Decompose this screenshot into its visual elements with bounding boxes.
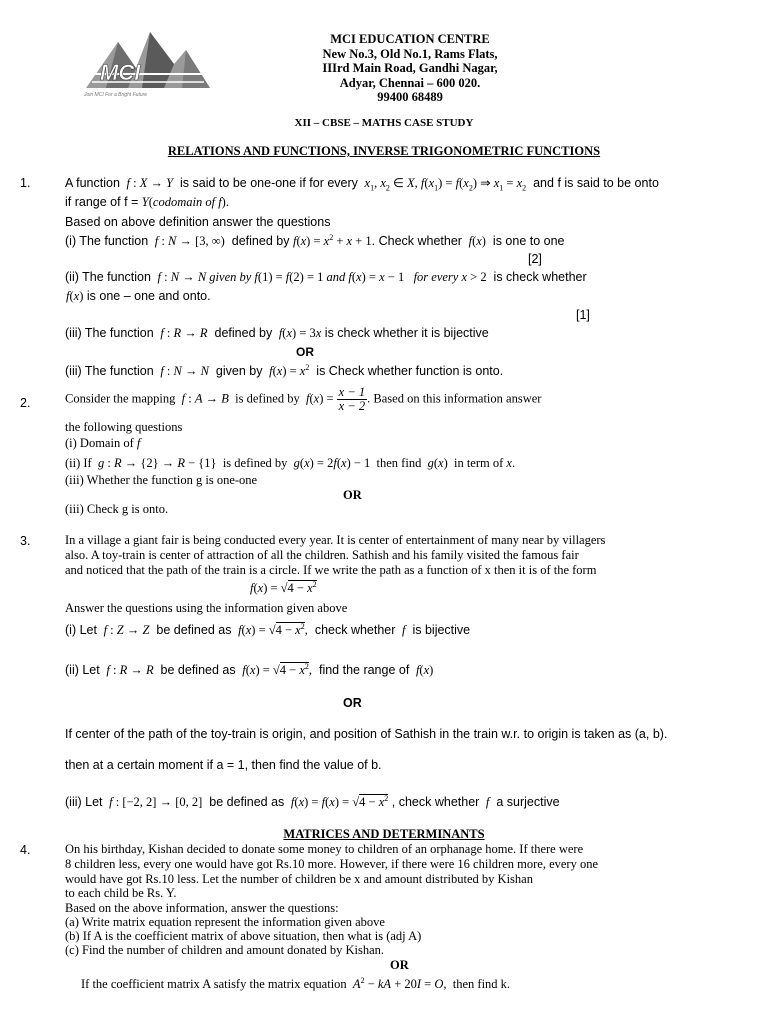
section-title-relations: RELATIONS AND FUNCTIONS, INVERSE TRIGONOMETRIC FUNCTIONS <box>167 144 601 158</box>
or-label: OR <box>296 345 314 359</box>
section-title-matrices: MATRICES AND DETERMINANTS <box>283 827 485 841</box>
q3-para-line: and noticed that the path of the train is a circle. If we write the path as a function of x then it is of the form <box>65 563 597 577</box>
q4-part-b: (b) If A is the coefficient matrix of above situation, then what is (adj A) <box>65 929 422 943</box>
q3-part-iii: (iii) Let f : [−2, 2] → [0, 2] be defined as $f(x) = f(x) = √4 - x^2$ , check whether f a surjective <box>65 794 560 810</box>
q4-para-line: to each child be Rs. Y. <box>65 886 177 900</box>
question-number: 1. <box>20 176 31 190</box>
q2-part-ii: (ii) If g : R → {2} → R − {1} is defined by g(x) = 2f(x) − 1 then find g(x) in term of x. <box>65 456 516 470</box>
or-label: OR <box>343 696 362 710</box>
document-subtitle: XII – CBSE – MATHS CASE STUDY <box>294 117 474 129</box>
q1-part-ii-cont: f(x) is one – one and onto. <box>66 289 211 303</box>
q2-line-2: the following questions <box>65 420 183 434</box>
marks-1: [1] <box>576 308 590 322</box>
q1-part-ii: (ii) The function f : N → N given by f(1) = f(2) = 1 and f(x) = x − 1 for every x > 2 is check whether <box>65 270 587 284</box>
q3-part-ii: (ii) Let f : R → R be defined as $f(x) = √4 - x^2$, find the range of f(x) <box>65 662 434 678</box>
q3-instruction: Answer the questions using the information given above <box>65 601 348 615</box>
q4-part-c: (c) Find the number of children and amount donated by Kishan. <box>65 943 385 957</box>
q1-part-iii-alt: (iii) The function f : N → N given by $f(x) = x^2$ is Check whether function is onto. <box>65 363 504 379</box>
question-number: 3. <box>20 534 31 548</box>
q1-line-2: if range of f = Y(codomain of f). <box>65 195 229 209</box>
q1-part-iii: (iii) The function f : R → R defined by f(x) = 3x is check whether it is bijective <box>65 326 489 340</box>
q2-part-iii: (iii) Whether the function g is one-one <box>65 473 258 487</box>
or-label: OR <box>390 958 409 972</box>
q4-para-line: On his birthday, Kishan decided to donate some money to children of an orphanage home. If there were <box>65 842 584 856</box>
q3-or-text: then at a certain moment if a = 1, then find the value of b. <box>65 758 382 772</box>
q3-or-text: If center of the path of the toy-train is origin, and position of Sathish in the train w.r. to origin is taken as (a, b). <box>65 727 668 741</box>
q4-para-line: Based on the above information, answer the questions: <box>65 901 339 915</box>
q1-line-1: A function f : X → Y is said to be one-one if for every $x_1$, $x_2$ ∈ X, $f(x_1) = f(x_2)$ ⇒ $x_1 = x_2$ and f is said to be onto <box>65 176 659 193</box>
marks-2: [2] <box>528 252 542 266</box>
q4-part-a: (a) Write matrix equation represent the information given above <box>65 915 385 929</box>
header-line: IIIrd Main Road, Gandhi Nagar, <box>322 61 498 75</box>
logo-tagline: Join MCI For a Bright Future <box>84 92 148 98</box>
q4-para-line: 8 children less, every one would have got Rs.10 more. However, if there were 16 children more, every one <box>65 857 599 871</box>
svg-text:MCI: MCI <box>100 60 141 85</box>
q4-para-line: would have got Rs.10 less. Let the number of children be x and amount distributed by Kishan <box>65 872 533 886</box>
header-line: MCI EDUCATION CENTRE <box>330 32 490 46</box>
q3-para-line: also. A toy-train is center of attraction of all the children. Sathish and his family visited the famous fair <box>65 548 579 562</box>
q2-line-1: Consider the mapping f : A → B is defined by f(x) = $\frac{x - 1}{x - 2}$ . Based on this information answer <box>65 385 542 413</box>
question-number: 2. <box>20 396 31 410</box>
header-line: Adyar, Chennai – 600 020. <box>339 75 481 90</box>
q3-part-i: (i) Let f : Z → Z be defined as $f(x) = √4 - x^2$, check whether f is bijective <box>65 622 471 638</box>
q1-line-3: Based on above definition answer the questions <box>65 215 331 229</box>
q4-part-d: If the coefficient matrix A satisfy the matrix equation $A^2$ − kA + 20I = O, then find k. <box>81 976 511 992</box>
institution-header <box>230 32 590 105</box>
q3-formula: $f(x) = √4 - x^2$ <box>250 580 317 596</box>
header-line: 99400 68489 <box>377 90 443 104</box>
mci-logo <box>78 28 214 100</box>
q2-part-iii-alt: (iii) Check g is onto. <box>65 502 169 516</box>
question-number: 4. <box>20 843 31 857</box>
q2-part-i: (i) Domain of f <box>65 436 141 450</box>
header-line: New No.3, Old No.1, Rams Flats, <box>322 46 498 61</box>
q1-part-i: (i) The function f : N → [3, ∞) defined by $f(x) = x^2 + x + 1$. Check whether f(x) is one to one <box>65 233 565 249</box>
or-label: OR <box>343 488 362 502</box>
q3-para-line: In a village a giant fair is being conducted every year. It is center of entertainment of many near by villagers <box>65 533 606 547</box>
